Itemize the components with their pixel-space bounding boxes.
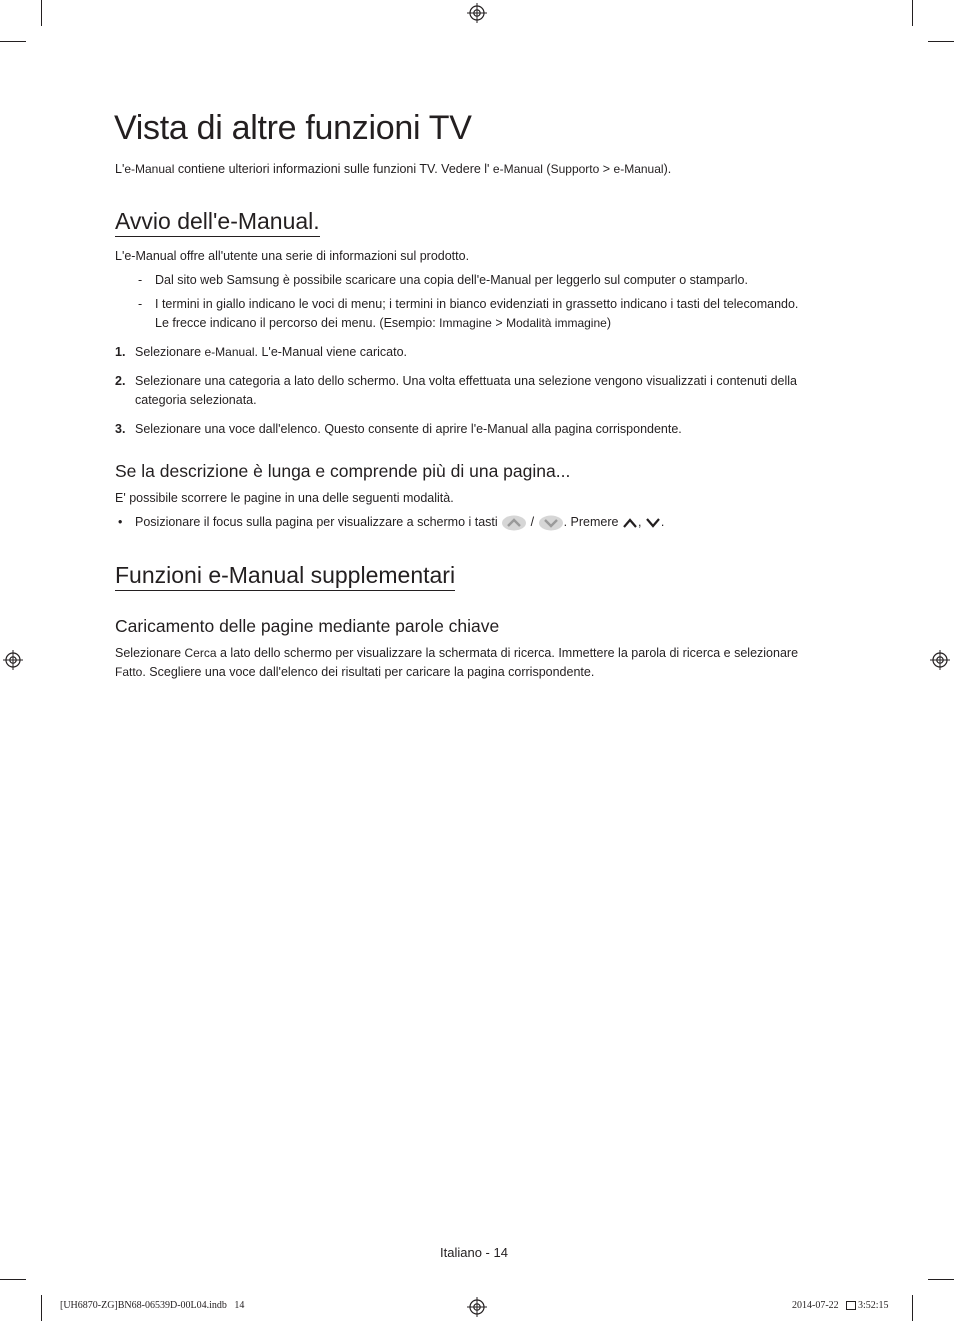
list-item: I termini in giallo indicano le voci di menu; i termini in bianco evidenziati in grassetto indicano i tasti del telecomando. xyxy=(155,297,799,311)
text: Posizionare il focus sulla pagina per visualizzare a schermo i tasti xyxy=(135,515,502,529)
sub-heading: Caricamento delle pagine mediante parole chiave xyxy=(115,616,500,636)
footer-file-info: [UH6870-ZG]BN68-06539D-00L04.indb 14 xyxy=(60,1300,245,1311)
crop-mark xyxy=(41,0,42,26)
chevron-down-icon xyxy=(645,517,661,529)
dash-marker: - xyxy=(138,273,143,287)
section-heading: Funzioni e-Manual supplementari xyxy=(115,561,455,591)
text: . xyxy=(660,515,665,529)
step-number: 3. xyxy=(115,422,126,436)
footer-date: 2014-07-22 xyxy=(792,1300,839,1311)
scroll-up-button-icon xyxy=(501,515,527,531)
crop-mark xyxy=(0,41,26,42)
intro-text: contiene ulteriori informazioni sulle funzioni TV. Vedere l' xyxy=(174,162,493,176)
text: . Premere xyxy=(563,515,622,529)
step-number: 2. xyxy=(115,374,126,388)
step-item xyxy=(115,420,682,439)
text: Le frecce indicano il percorso dei menu. (Esempio: xyxy=(155,316,440,330)
text: , xyxy=(637,515,645,529)
intro-paragraph xyxy=(115,160,671,179)
section-paragraph: L'e-Manual offre all'utente una serie di informazioni sul prodotto. xyxy=(115,249,470,263)
bullet-item xyxy=(135,513,664,532)
intro-text: ). xyxy=(663,162,672,176)
keyword: e-Manual xyxy=(124,162,175,176)
text: a lato dello schermo per visualizzare la schermata di ricerca. Immettere la parola di ricerca e selezionare xyxy=(216,646,799,660)
sub-heading: Se la descrizione è lunga e comprende più di una pagina... xyxy=(115,461,571,481)
keyword: Immagine xyxy=(439,316,492,330)
step-item-continuation: categoria selezionata. xyxy=(135,393,257,407)
keyword: e-Manual xyxy=(492,162,543,176)
crop-mark xyxy=(41,1295,42,1321)
text: Selezionare una categoria a lato dello schermo. Una volta effettuata una selezione vengono visualizzati i contenuti della xyxy=(135,374,797,388)
registration-mark-icon xyxy=(930,650,950,670)
page-title: Vista di altre funzioni TV xyxy=(114,109,472,147)
section-heading: Avvio dell'e-Manual. xyxy=(115,207,320,237)
keyword: e-Manual xyxy=(204,345,255,359)
text: / xyxy=(527,515,538,529)
section-paragraph-continuation xyxy=(115,663,594,682)
page-number: Italiano - 14 xyxy=(440,1245,508,1260)
intro-text: ( xyxy=(542,162,551,176)
crop-mark xyxy=(0,1279,26,1280)
footer-symbol-icon xyxy=(846,1301,856,1310)
registration-mark-icon xyxy=(3,650,23,670)
list-item: Dal sito web Samsung è possibile scaricare una copia dell'e-Manual per leggerlo sul computer o stamparlo. xyxy=(155,273,748,287)
keyword: Fatto xyxy=(115,665,143,679)
text: Selezionare una voce dall'elenco. Questo consente di aprire l'e-Manual alla pagina corrispondente. xyxy=(135,422,682,436)
step-item xyxy=(115,372,797,391)
text: . L'e-Manual viene caricato. xyxy=(254,345,407,359)
text: Selezionare xyxy=(115,646,185,660)
footer-time: 3:52:15 xyxy=(858,1300,889,1311)
keyword: Cerca xyxy=(184,646,217,660)
crop-mark xyxy=(928,1279,954,1280)
list-item-continuation xyxy=(155,314,611,333)
text: . Scegliere una voce dall'elenco dei risultati per caricare la pagina corrispondente. xyxy=(142,665,595,679)
keyword: Supporto xyxy=(550,162,600,176)
crop-mark xyxy=(912,0,913,26)
scroll-down-button-icon xyxy=(538,515,564,531)
text: ) xyxy=(606,316,611,330)
text: Selezionare xyxy=(135,345,205,359)
registration-mark-icon xyxy=(467,3,487,23)
sub-paragraph: E' possibile scorrere le pagine in una delle seguenti modalità. xyxy=(115,491,454,505)
crop-mark xyxy=(928,41,954,42)
section-paragraph xyxy=(115,644,798,663)
text: > xyxy=(491,316,507,330)
intro-text: > xyxy=(599,162,614,176)
registration-mark-icon xyxy=(467,1297,487,1317)
step-item xyxy=(115,343,407,362)
keyword: Modalità immagine xyxy=(506,316,607,330)
bullet-marker: • xyxy=(118,515,123,529)
dash-marker: - xyxy=(138,297,143,311)
step-number: 1. xyxy=(115,345,126,359)
intro-text: L' xyxy=(115,162,125,176)
crop-mark xyxy=(912,1295,913,1321)
keyword: e-Manual xyxy=(613,162,664,176)
chevron-up-icon xyxy=(622,517,638,529)
